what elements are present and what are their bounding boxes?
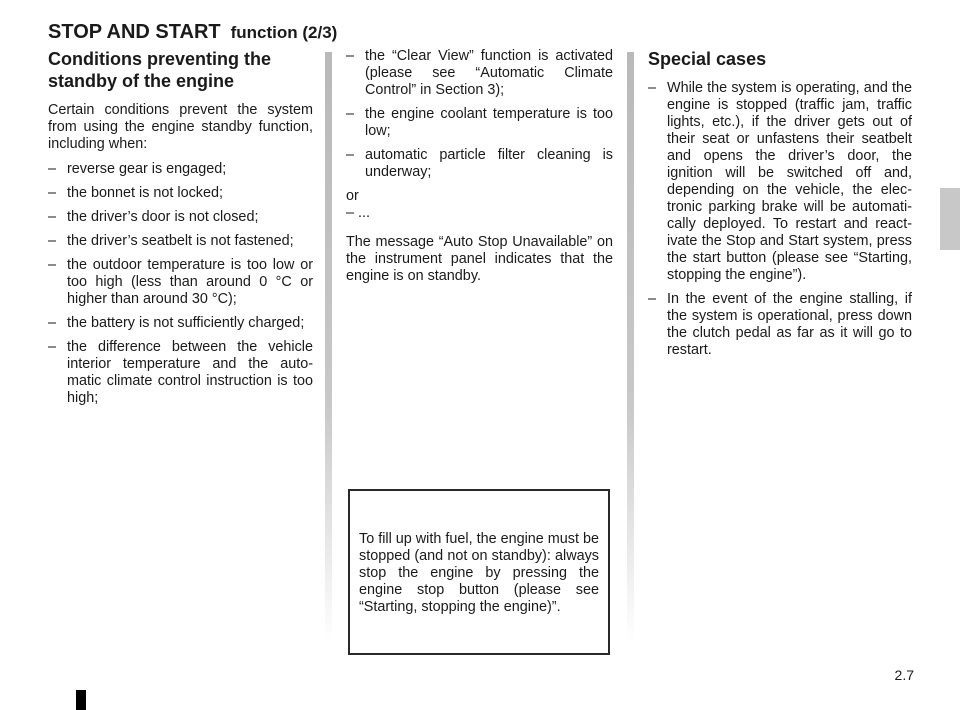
conditions-list [48,161,313,407]
fuel-note-box [348,489,610,655]
list-item: – the bonnet is not locked; [48,185,313,202]
list-item: – the driver’s seatbelt is not fastened; [48,233,313,250]
list-item: – the engine coolant temperature is too low; [346,106,613,140]
list-item: – automatic particle filter cleaning is underway; [346,147,613,181]
column-divider-left [325,52,332,642]
list-item: – While the system is operating, and the engine is stopped (traffic jam, traffic lights, etc.), if the driver gets out of their seat or unfastens their seatbelt and opens the driver’s door, the ignition will be switched off and, depending on the vehicle, the elec-tronic parking brake will be automati-cally deployed. To restart and react-ivate the Stop and Start system, press the start button (please see “Starting, stopping the engine”). [648,80,912,284]
list-item: – reverse gear is engaged; [48,161,313,178]
left-column [48,48,313,414]
section-tab-marker [940,188,960,250]
corner-marker [76,690,86,710]
special-cases-heading: Special cases [648,49,767,69]
title-subtitle: function (2/3) [230,23,338,42]
column-divider-right [627,52,634,642]
conditions-list-continued [346,48,613,181]
special-cases-list [648,80,912,359]
or-text: or [346,188,359,204]
standby-message: The message “Auto Stop Unavailable” on the instrument panel indicates that the engine is on standby. [346,234,613,284]
list-item: – In the event of the engine stalling, if the system is operational, press down the clutch pedal as far as it will go to restart. [648,291,912,359]
middle-column [346,48,613,293]
list-item: – the battery is not sufficiently charged; [48,315,313,332]
list-item: – the difference between the vehicle interior temperature and the auto-matic climate control instruction is too high; [48,339,313,407]
fuel-note-text: To fill up with fuel, the engine must be stopped (and not on standby): always stop the engine by pressing the engine stop button (please see “Starting, stopping the engine)”. [359,531,599,615]
conditions-intro: Certain conditions prevent the system from using the engine standby function, including when: [48,102,313,152]
list-item: – the outdoor temperature is too low or too high (less than around 0 °C or higher than around 30 °C); [48,257,313,308]
right-column [648,48,912,366]
list-item: – the driver’s door is not closed; [48,209,313,226]
page-title [48,12,337,48]
page-number: 2.7 [894,667,914,683]
ellipsis-text: – ... [346,205,370,221]
conditions-heading: Conditions preventing the standby of the engine [48,49,271,91]
title-main: STOP AND START [48,21,221,43]
list-item: – the “Clear View” function is activated (please see “Automatic Climate Control” in Section 3); [346,48,613,99]
